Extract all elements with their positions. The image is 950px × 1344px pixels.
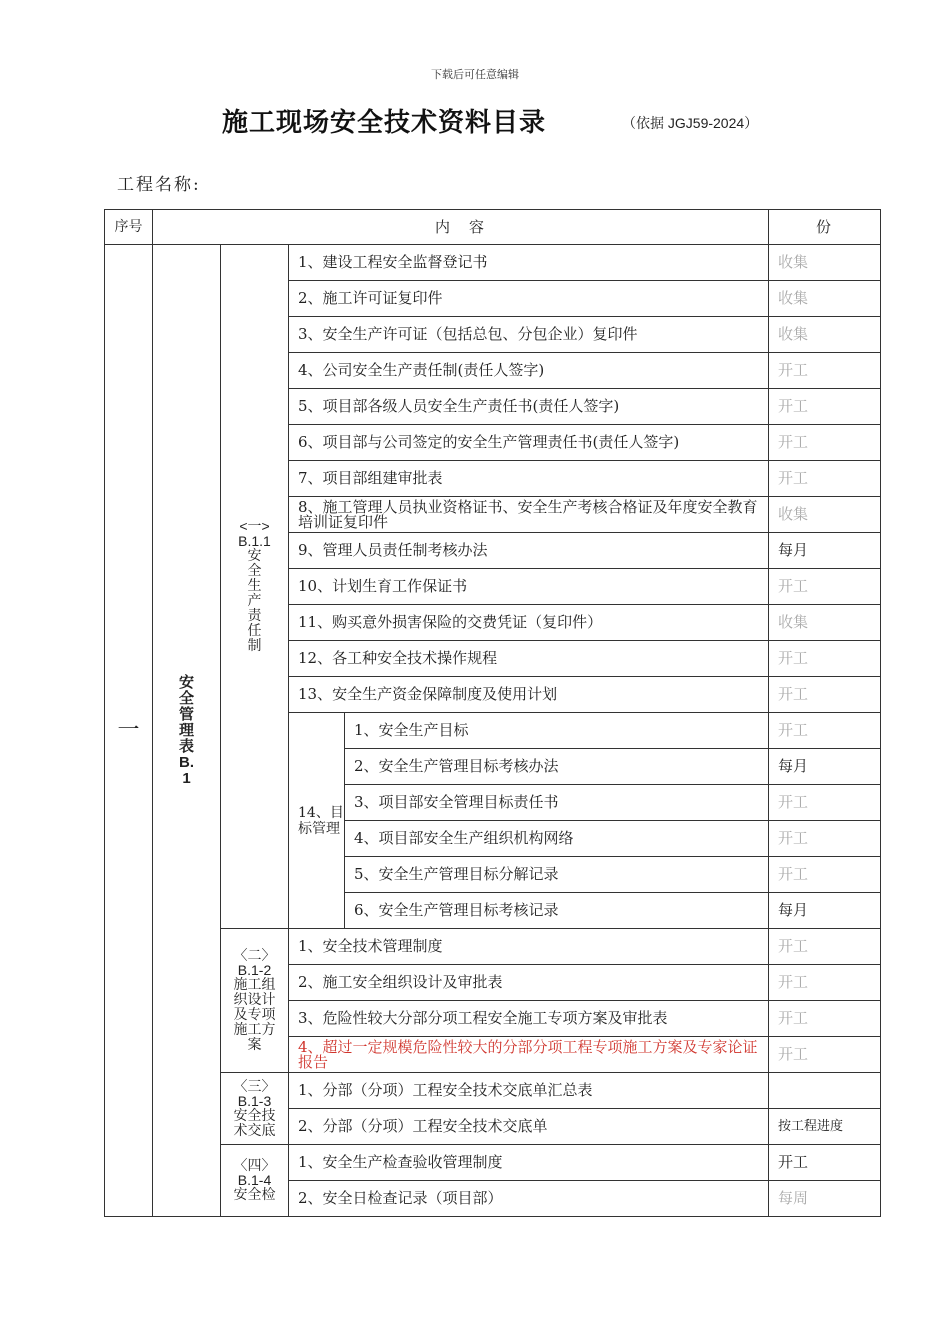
item-frequency: 收集 (769, 497, 881, 533)
list-item: 11、购买意外损害保险的交费凭证（复印件） (289, 605, 769, 641)
section-1-label (221, 245, 289, 929)
section-3-num: 〈三〉 (233, 1077, 276, 1094)
item-frequency (769, 1073, 881, 1109)
section-2-num: 〈二〉 (233, 947, 276, 963)
section-1-name: 安全生产责任制 (247, 548, 262, 654)
list-item: 13、安全生产资金保障制度及使用计划 (289, 677, 769, 713)
list-item: 2、施工许可证复印件 (289, 281, 769, 317)
item-frequency: 开工 (769, 821, 881, 857)
item-frequency: 收集 (769, 317, 881, 353)
list-item: 6、项目部与公司签定的安全生产管理责任书(责任人签字) (289, 425, 769, 461)
item-frequency: 按工程进度 (769, 1109, 881, 1145)
item-frequency: 开工 (769, 713, 881, 749)
safety-document-catalog-table (104, 209, 881, 1217)
table-row (105, 1073, 881, 1109)
section-1-code: B.1.1 (238, 533, 271, 549)
item-frequency: 开工 (769, 1145, 881, 1181)
list-item: 4、项目部安全生产组织机构网络 (345, 821, 769, 857)
section-4-code: B.1-4 (237, 1172, 272, 1188)
list-item: 1、安全技术管理制度 (289, 929, 769, 965)
item-frequency: 开工 (769, 389, 881, 425)
project-name-label: 工程名称: (117, 175, 201, 195)
item-frequency: 开工 (769, 425, 881, 461)
list-item: 12、各工种安全技术操作规程 (289, 641, 769, 677)
item-frequency: 开工 (769, 929, 881, 965)
section-3-label (221, 1073, 289, 1145)
list-item: 8、施工管理人员执业资格证书、安全生产考核合格证及年度安全教育培训证复印件 (289, 497, 769, 533)
document-title: 施工现场安全技术资料目录 (222, 108, 547, 138)
item-frequency: 开工 (769, 1001, 881, 1037)
category-name (153, 245, 221, 1217)
list-item: 2、安全日检查记录（项目部） (289, 1181, 769, 1217)
list-item: 2、安全生产管理目标考核办法 (345, 749, 769, 785)
header-copies: 份 (769, 210, 881, 245)
list-item: 10、计划生育工作保证书 (289, 569, 769, 605)
item-frequency: 每周 (769, 1181, 881, 1217)
item-frequency: 开工 (769, 785, 881, 821)
table-row (105, 929, 881, 965)
table-row (105, 245, 881, 281)
list-item: 3、安全生产许可证（包括总包、分包企业）复印件 (289, 317, 769, 353)
header-index: 序号 (105, 210, 153, 245)
section-2-code: B.1-2 (237, 962, 272, 978)
item-frequency: 开工 (769, 569, 881, 605)
standard-basis: （依据 JGJ59-2024） (622, 115, 759, 131)
section-3-code: B.1-3 (237, 1092, 272, 1109)
item-frequency: 开工 (769, 857, 881, 893)
item-frequency: 开工 (769, 461, 881, 497)
list-item: 4、公司安全生产责任制(责任人签字) (289, 353, 769, 389)
list-item: 1、安全生产目标 (345, 713, 769, 749)
item-frequency: 收集 (769, 605, 881, 641)
list-item: 9、管理人员责任制考核办法 (289, 533, 769, 569)
table-row (105, 1145, 881, 1181)
list-item: 5、安全生产管理目标分解记录 (345, 857, 769, 893)
list-item: 6、安全生产管理目标考核记录 (345, 893, 769, 929)
list-item: 2、分部（分项）工程安全技术交底单 (289, 1109, 769, 1145)
item-frequency: 开工 (769, 1037, 881, 1073)
list-item: 1、安全生产检查验收管理制度 (289, 1145, 769, 1181)
item-frequency: 收集 (769, 281, 881, 317)
list-item: 1、建设工程安全监督登记书 (289, 245, 769, 281)
item-frequency: 开工 (769, 641, 881, 677)
list-item: 5、项目部各级人员安全生产责任书(责任人签字) (289, 389, 769, 425)
item-frequency: 收集 (769, 245, 881, 281)
item-frequency: 每月 (769, 533, 881, 569)
section-1-num: <一> (239, 518, 270, 534)
list-item: 2、施工安全组织设计及审批表 (289, 965, 769, 1001)
list-item: 3、危险性较大分部分项工程安全施工专项方案及审批表 (289, 1001, 769, 1037)
table-header-row (105, 210, 881, 245)
group-14-label: 14、目 标管理 (289, 713, 345, 929)
list-item: 3、项目部安全管理目标责任书 (345, 785, 769, 821)
header-content: 内 容 (153, 210, 769, 245)
item-frequency: 开工 (769, 677, 881, 713)
section-3-name: 安全技术交底 (233, 1107, 276, 1139)
section-4-name: 安全检 (233, 1187, 276, 1203)
item-frequency: 每月 (769, 893, 881, 929)
list-item: 1、分部（分项）工程安全技术交底单汇总表 (289, 1073, 769, 1109)
category-name-text: 安全管理表B.1 (178, 673, 194, 787)
section-2-name: 施工组织设计及专项施工方案 (233, 977, 276, 1053)
category-index: 一 (105, 245, 153, 1217)
item-frequency: 开工 (769, 353, 881, 389)
item-frequency: 每月 (769, 749, 881, 785)
section-4-num: 〈四〉 (233, 1157, 276, 1173)
list-item-highlighted: 4、超过一定规模危险性较大的分部分项工程专项施工方案及专家论证报告 (289, 1037, 769, 1073)
item-frequency: 开工 (769, 965, 881, 1001)
section-2-label (221, 929, 289, 1073)
page-header-note: 下载后可任意编辑 (431, 68, 519, 81)
list-item: 7、项目部组建审批表 (289, 461, 769, 497)
section-4-label (221, 1145, 289, 1217)
